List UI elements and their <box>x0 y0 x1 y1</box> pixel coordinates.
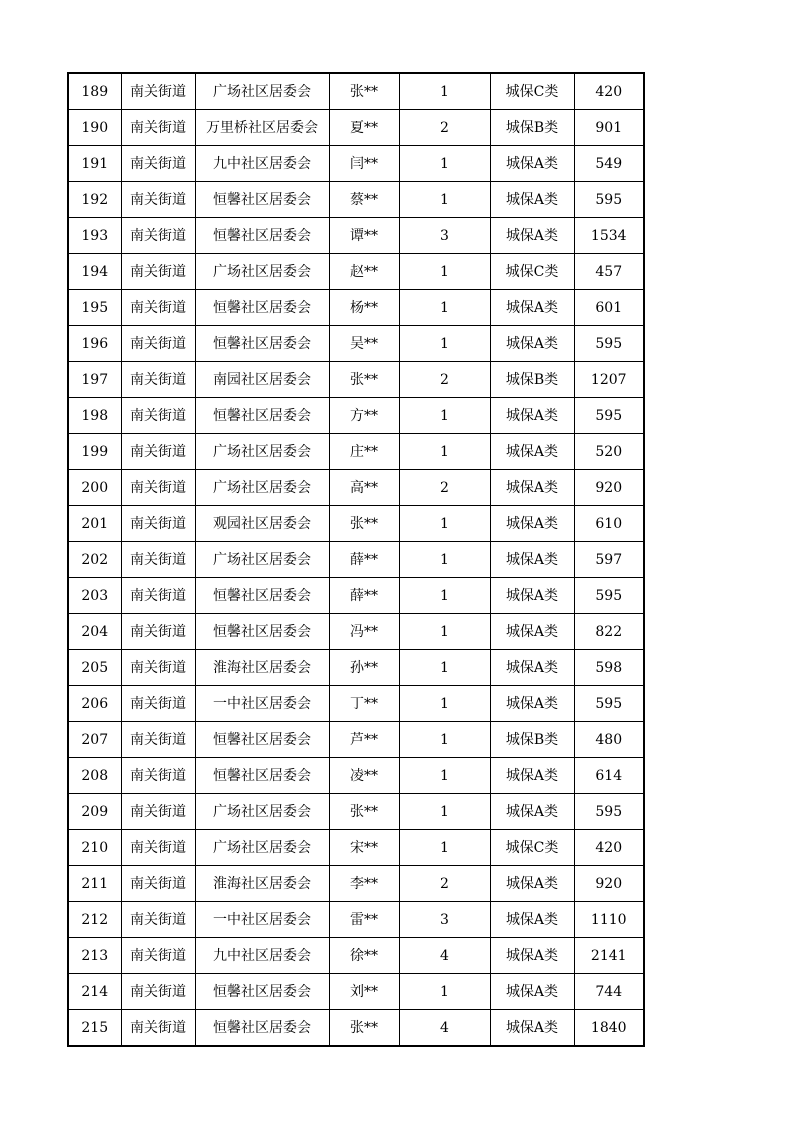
street-cell: 南关街道 <box>121 830 195 866</box>
table-row <box>68 578 644 614</box>
serial-number-cell: 210 <box>68 830 121 866</box>
serial-number-cell: 203 <box>68 578 121 614</box>
serial-number-cell: 200 <box>68 470 121 506</box>
table-row <box>68 794 644 830</box>
table-row <box>68 290 644 326</box>
street-cell: 南关街道 <box>121 73 195 110</box>
community-cell: 恒馨社区居委会 <box>195 758 329 794</box>
amount-cell: 920 <box>574 866 644 902</box>
serial-number-cell: 214 <box>68 974 121 1010</box>
street-cell: 南关街道 <box>121 146 195 182</box>
category-cell: 城保A类 <box>490 434 574 470</box>
name-cell: 薛** <box>329 578 399 614</box>
name-cell: 李** <box>329 866 399 902</box>
household-size-cell: 1 <box>399 434 490 470</box>
household-size-cell: 1 <box>399 290 490 326</box>
name-cell: 孙** <box>329 650 399 686</box>
street-cell: 南关街道 <box>121 398 195 434</box>
serial-number-cell: 206 <box>68 686 121 722</box>
category-cell: 城保A类 <box>490 1010 574 1047</box>
name-cell: 丁** <box>329 686 399 722</box>
category-cell: 城保A类 <box>490 506 574 542</box>
household-size-cell: 1 <box>399 686 490 722</box>
name-cell: 宋** <box>329 830 399 866</box>
name-cell: 徐** <box>329 938 399 974</box>
household-size-cell: 1 <box>399 974 490 1010</box>
community-cell: 恒馨社区居委会 <box>195 1010 329 1047</box>
community-cell: 广场社区居委会 <box>195 73 329 110</box>
category-cell: 城保A类 <box>490 974 574 1010</box>
amount-cell: 920 <box>574 470 644 506</box>
category-cell: 城保A类 <box>490 146 574 182</box>
household-size-cell: 4 <box>399 1010 490 1047</box>
category-cell: 城保B类 <box>490 362 574 398</box>
table-row <box>68 362 644 398</box>
community-cell: 恒馨社区居委会 <box>195 290 329 326</box>
community-cell: 九中社区居委会 <box>195 146 329 182</box>
table-row <box>68 110 644 146</box>
household-size-cell: 3 <box>399 902 490 938</box>
street-cell: 南关街道 <box>121 974 195 1010</box>
street-cell: 南关街道 <box>121 542 195 578</box>
name-cell: 张** <box>329 362 399 398</box>
community-cell: 广场社区居委会 <box>195 254 329 290</box>
household-size-cell: 2 <box>399 362 490 398</box>
community-cell: 广场社区居委会 <box>195 794 329 830</box>
name-cell: 闫** <box>329 146 399 182</box>
amount-cell: 595 <box>574 578 644 614</box>
amount-cell: 420 <box>574 830 644 866</box>
household-size-cell: 1 <box>399 758 490 794</box>
category-cell: 城保A类 <box>490 578 574 614</box>
street-cell: 南关街道 <box>121 758 195 794</box>
serial-number-cell: 205 <box>68 650 121 686</box>
amount-cell: 2141 <box>574 938 644 974</box>
household-size-cell: 1 <box>399 650 490 686</box>
amount-cell: 1207 <box>574 362 644 398</box>
community-cell: 广场社区居委会 <box>195 434 329 470</box>
community-cell: 南园社区居委会 <box>195 362 329 398</box>
serial-number-cell: 191 <box>68 146 121 182</box>
amount-cell: 901 <box>574 110 644 146</box>
community-cell: 广场社区居委会 <box>195 470 329 506</box>
household-size-cell: 1 <box>399 794 490 830</box>
community-cell: 广场社区居委会 <box>195 830 329 866</box>
amount-cell: 595 <box>574 794 644 830</box>
amount-cell: 822 <box>574 614 644 650</box>
community-cell: 恒馨社区居委会 <box>195 326 329 362</box>
table-row <box>68 434 644 470</box>
table-row <box>68 218 644 254</box>
community-cell: 一中社区居委会 <box>195 902 329 938</box>
household-size-cell: 1 <box>399 73 490 110</box>
category-cell: 城保A类 <box>490 866 574 902</box>
community-cell: 九中社区居委会 <box>195 938 329 974</box>
table-row <box>68 758 644 794</box>
community-cell: 淮海社区居委会 <box>195 866 329 902</box>
category-cell: 城保C类 <box>490 830 574 866</box>
category-cell: 城保A类 <box>490 182 574 218</box>
category-cell: 城保A类 <box>490 650 574 686</box>
household-size-cell: 4 <box>399 938 490 974</box>
amount-cell: 595 <box>574 182 644 218</box>
table-row <box>68 1010 644 1047</box>
household-size-cell: 2 <box>399 470 490 506</box>
amount-cell: 595 <box>574 326 644 362</box>
community-cell: 恒馨社区居委会 <box>195 182 329 218</box>
household-size-cell: 1 <box>399 542 490 578</box>
community-cell: 万里桥社区居委会 <box>195 110 329 146</box>
category-cell: 城保A类 <box>490 218 574 254</box>
street-cell: 南关街道 <box>121 506 195 542</box>
amount-cell: 1110 <box>574 902 644 938</box>
amount-cell: 595 <box>574 686 644 722</box>
amount-cell: 598 <box>574 650 644 686</box>
name-cell: 高** <box>329 470 399 506</box>
serial-number-cell: 207 <box>68 722 121 758</box>
name-cell: 吴** <box>329 326 399 362</box>
street-cell: 南关街道 <box>121 722 195 758</box>
street-cell: 南关街道 <box>121 110 195 146</box>
street-cell: 南关街道 <box>121 614 195 650</box>
community-cell: 观园社区居委会 <box>195 506 329 542</box>
household-size-cell: 1 <box>399 722 490 758</box>
name-cell: 张** <box>329 794 399 830</box>
table-row <box>68 73 644 110</box>
category-cell: 城保A类 <box>490 470 574 506</box>
street-cell: 南关街道 <box>121 182 195 218</box>
serial-number-cell: 213 <box>68 938 121 974</box>
name-cell: 薛** <box>329 542 399 578</box>
street-cell: 南关街道 <box>121 362 195 398</box>
serial-number-cell: 199 <box>68 434 121 470</box>
table-row <box>68 326 644 362</box>
amount-cell: 480 <box>574 722 644 758</box>
table-row <box>68 182 644 218</box>
category-cell: 城保A类 <box>490 686 574 722</box>
serial-number-cell: 189 <box>68 73 121 110</box>
serial-number-cell: 208 <box>68 758 121 794</box>
amount-cell: 1534 <box>574 218 644 254</box>
household-size-cell: 3 <box>399 218 490 254</box>
amount-cell: 614 <box>574 758 644 794</box>
serial-number-cell: 193 <box>68 218 121 254</box>
serial-number-cell: 198 <box>68 398 121 434</box>
street-cell: 南关街道 <box>121 578 195 614</box>
table-row <box>68 830 644 866</box>
name-cell: 庄** <box>329 434 399 470</box>
community-cell: 恒馨社区居委会 <box>195 974 329 1010</box>
household-size-cell: 1 <box>399 146 490 182</box>
street-cell: 南关街道 <box>121 1010 195 1047</box>
table-row <box>68 542 644 578</box>
household-size-cell: 1 <box>399 506 490 542</box>
table-row <box>68 902 644 938</box>
amount-cell: 601 <box>574 290 644 326</box>
street-cell: 南关街道 <box>121 470 195 506</box>
records-table <box>67 72 645 1047</box>
table-row <box>68 974 644 1010</box>
category-cell: 城保A类 <box>490 794 574 830</box>
amount-cell: 457 <box>574 254 644 290</box>
table-row <box>68 614 644 650</box>
category-cell: 城保A类 <box>490 542 574 578</box>
street-cell: 南关街道 <box>121 218 195 254</box>
community-cell: 恒馨社区居委会 <box>195 578 329 614</box>
category-cell: 城保A类 <box>490 326 574 362</box>
amount-cell: 610 <box>574 506 644 542</box>
street-cell: 南关街道 <box>121 938 195 974</box>
name-cell: 雷** <box>329 902 399 938</box>
table-row <box>68 470 644 506</box>
serial-number-cell: 211 <box>68 866 121 902</box>
name-cell: 张** <box>329 1010 399 1047</box>
household-size-cell: 1 <box>399 578 490 614</box>
serial-number-cell: 197 <box>68 362 121 398</box>
amount-cell: 597 <box>574 542 644 578</box>
name-cell: 凌** <box>329 758 399 794</box>
amount-cell: 595 <box>574 398 644 434</box>
name-cell: 谭** <box>329 218 399 254</box>
category-cell: 城保A类 <box>490 290 574 326</box>
street-cell: 南关街道 <box>121 686 195 722</box>
household-size-cell: 1 <box>399 254 490 290</box>
name-cell: 张** <box>329 73 399 110</box>
category-cell: 城保B类 <box>490 110 574 146</box>
amount-cell: 520 <box>574 434 644 470</box>
name-cell: 芦** <box>329 722 399 758</box>
serial-number-cell: 194 <box>68 254 121 290</box>
table-row <box>68 938 644 974</box>
serial-number-cell: 196 <box>68 326 121 362</box>
table-row <box>68 650 644 686</box>
table-row <box>68 722 644 758</box>
table-row <box>68 398 644 434</box>
community-cell: 一中社区居委会 <box>195 686 329 722</box>
community-cell: 淮海社区居委会 <box>195 650 329 686</box>
household-size-cell: 1 <box>399 830 490 866</box>
name-cell: 冯** <box>329 614 399 650</box>
community-cell: 恒馨社区居委会 <box>195 218 329 254</box>
street-cell: 南关街道 <box>121 794 195 830</box>
amount-cell: 744 <box>574 974 644 1010</box>
community-cell: 恒馨社区居委会 <box>195 614 329 650</box>
serial-number-cell: 215 <box>68 1010 121 1047</box>
serial-number-cell: 195 <box>68 290 121 326</box>
category-cell: 城保B类 <box>490 722 574 758</box>
serial-number-cell: 202 <box>68 542 121 578</box>
serial-number-cell: 212 <box>68 902 121 938</box>
street-cell: 南关街道 <box>121 866 195 902</box>
name-cell: 张** <box>329 506 399 542</box>
amount-cell: 549 <box>574 146 644 182</box>
serial-number-cell: 192 <box>68 182 121 218</box>
name-cell: 刘** <box>329 974 399 1010</box>
street-cell: 南关街道 <box>121 254 195 290</box>
table-row <box>68 506 644 542</box>
serial-number-cell: 190 <box>68 110 121 146</box>
household-size-cell: 2 <box>399 866 490 902</box>
name-cell: 赵** <box>329 254 399 290</box>
household-size-cell: 1 <box>399 398 490 434</box>
table-body <box>68 73 644 1046</box>
street-cell: 南关街道 <box>121 434 195 470</box>
community-cell: 恒馨社区居委会 <box>195 722 329 758</box>
category-cell: 城保C类 <box>490 254 574 290</box>
street-cell: 南关街道 <box>121 650 195 686</box>
category-cell: 城保A类 <box>490 614 574 650</box>
category-cell: 城保C类 <box>490 73 574 110</box>
name-cell: 方** <box>329 398 399 434</box>
name-cell: 夏** <box>329 110 399 146</box>
street-cell: 南关街道 <box>121 290 195 326</box>
household-size-cell: 1 <box>399 182 490 218</box>
household-size-cell: 1 <box>399 326 490 362</box>
table-row <box>68 254 644 290</box>
table-row <box>68 686 644 722</box>
serial-number-cell: 201 <box>68 506 121 542</box>
table-row <box>68 146 644 182</box>
table-row <box>68 866 644 902</box>
category-cell: 城保A类 <box>490 758 574 794</box>
name-cell: 蔡** <box>329 182 399 218</box>
community-cell: 广场社区居委会 <box>195 542 329 578</box>
household-size-cell: 1 <box>399 614 490 650</box>
amount-cell: 420 <box>574 73 644 110</box>
street-cell: 南关街道 <box>121 326 195 362</box>
serial-number-cell: 209 <box>68 794 121 830</box>
serial-number-cell: 204 <box>68 614 121 650</box>
amount-cell: 1840 <box>574 1010 644 1047</box>
category-cell: 城保A类 <box>490 902 574 938</box>
household-size-cell: 2 <box>399 110 490 146</box>
community-cell: 恒馨社区居委会 <box>195 398 329 434</box>
category-cell: 城保A类 <box>490 398 574 434</box>
name-cell: 杨** <box>329 290 399 326</box>
category-cell: 城保A类 <box>490 938 574 974</box>
street-cell: 南关街道 <box>121 902 195 938</box>
